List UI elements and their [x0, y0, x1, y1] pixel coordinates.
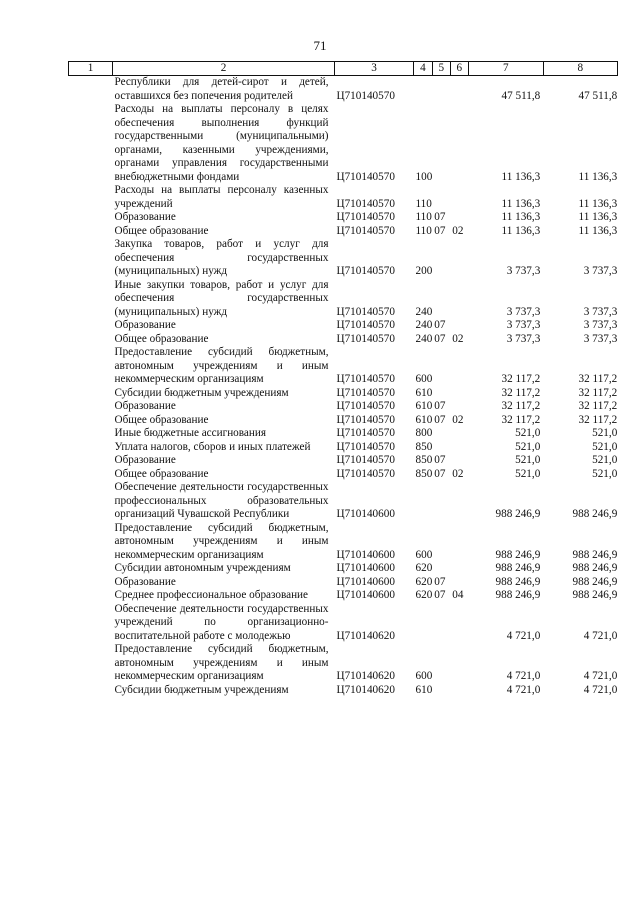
header-col-7: 7 — [468, 62, 543, 76]
table-row — [69, 684, 618, 698]
row-blank-cell — [69, 684, 113, 698]
row-target-article: Ц710140570 — [336, 467, 395, 480]
row-amount-1: 988 246,9 — [495, 562, 541, 574]
header-col-1: 1 — [69, 62, 113, 76]
row-amount-1: 521,0 — [515, 440, 541, 453]
row-amount-1: 3 737,3 — [506, 332, 541, 345]
row-blank-cell — [69, 441, 113, 455]
row-expense-type: 610 — [415, 386, 433, 399]
row-subsection — [450, 76, 468, 104]
table-row — [69, 454, 618, 468]
table-row — [69, 522, 618, 563]
row-section — [432, 76, 450, 104]
row-amount-2: 521,0 — [592, 440, 618, 453]
row-amount-2: 3 737,3 — [583, 319, 618, 331]
table-row — [69, 333, 618, 347]
row-amount-2: 32 117,2 — [578, 413, 618, 426]
row-section — [432, 603, 450, 644]
row-subsection — [450, 522, 468, 563]
row-subsection — [450, 387, 468, 401]
row-amount-2: 32 117,2 — [578, 400, 618, 412]
row-blank-cell — [69, 468, 113, 482]
row-subsection: 02 — [452, 413, 464, 426]
row-target-article: Ц710140570 — [336, 89, 395, 102]
table-row — [69, 576, 618, 590]
row-section — [432, 238, 450, 279]
row-name: Среднее профессиональное образование — [114, 589, 309, 601]
row-amount-1: 4 721,0 — [506, 670, 541, 682]
row-amount-1: 11 136,3 — [501, 224, 541, 237]
row-amount-1: 47 511,8 — [501, 89, 541, 102]
row-section — [432, 643, 450, 684]
row-section — [432, 522, 450, 563]
table-row — [69, 481, 618, 522]
table-row — [69, 346, 618, 387]
row-blank-cell — [69, 103, 113, 184]
row-amount-2: 3 737,3 — [583, 265, 618, 277]
row-target-article: Ц710140620 — [336, 670, 395, 682]
row-amount-2: 988 246,9 — [572, 589, 618, 601]
row-blank-cell — [69, 603, 113, 644]
row-subsection — [450, 454, 468, 468]
table-row — [69, 225, 618, 239]
row-name: Предоставление субсидий бюджетным, автономным учреждениям и иным некоммерческим организациям — [114, 521, 329, 561]
row-subsection — [450, 576, 468, 590]
row-expense-type: 620 — [415, 589, 433, 601]
row-name: Общее образование — [114, 224, 209, 237]
row-target-article: Ц710140570 — [336, 427, 395, 439]
row-section: 07 — [434, 454, 446, 466]
row-target-article: Ц710140570 — [336, 265, 395, 277]
row-name: Уплата налогов, сборов и иных платежей — [114, 440, 311, 453]
row-expense-type: 850 — [415, 467, 433, 480]
row-blank-cell — [69, 522, 113, 563]
row-subsection — [450, 319, 468, 333]
row-target-article: Ц710140600 — [336, 575, 395, 588]
row-subsection — [450, 562, 468, 576]
row-blank-cell — [69, 400, 113, 414]
row-name: Предоставление субсидий бюджетным, автономным учреждениям и иным некоммерческим организациям — [114, 643, 329, 682]
row-subsection: 02 — [452, 332, 464, 345]
row-name: Субсидии автономным учреждениям — [114, 562, 291, 574]
row-target-article: Ц710140570 — [336, 440, 395, 453]
row-subsection — [450, 481, 468, 522]
row-expense-type: 610 — [415, 400, 433, 412]
table-row — [69, 468, 618, 482]
row-amount-1: 4 721,0 — [506, 683, 541, 696]
row-amount-1: 32 117,2 — [501, 413, 541, 426]
row-amount-1: 3 737,3 — [506, 319, 541, 331]
row-expense-type: 850 — [415, 454, 433, 466]
row-name: Обеспечение деятельности государственных профессиональных образовательных организаций Чувашской Республики — [114, 481, 329, 520]
table-row — [69, 387, 618, 401]
row-section: 07 — [434, 575, 446, 588]
row-name: Иные бюджетные ассигнования — [114, 427, 266, 439]
header-col-4: 4 — [414, 62, 433, 76]
row-section — [432, 481, 450, 522]
row-section — [432, 387, 450, 401]
table-row — [69, 441, 618, 455]
table-row — [69, 427, 618, 441]
row-blank-cell — [69, 225, 113, 239]
row-blank-cell — [69, 414, 113, 428]
row-amount-2: 521,0 — [592, 427, 618, 439]
row-name: Предоставление субсидий бюджетным, автономным учреждениям и иным некоммерческим организациям — [114, 346, 329, 385]
row-blank-cell — [69, 576, 113, 590]
row-target-article: Ц710140570 — [336, 211, 395, 223]
header-col-8: 8 — [543, 62, 617, 76]
row-name: Общее образование — [114, 413, 209, 426]
row-expense-type: 610 — [415, 683, 433, 696]
row-subsection — [450, 184, 468, 211]
row-subsection — [450, 684, 468, 698]
row-target-article: Ц710140570 — [336, 224, 395, 237]
row-subsection — [450, 211, 468, 225]
row-amount-1: 11 136,3 — [501, 211, 541, 223]
row-section: 07 — [434, 332, 446, 345]
row-amount-2: 521,0 — [592, 467, 618, 480]
row-section: 07 — [434, 400, 446, 412]
row-name: Республики для детей-сирот и детей, оставшихся без попечения родителей — [114, 76, 329, 102]
row-blank-cell — [69, 333, 113, 347]
row-target-article: Ц710140570 — [336, 373, 395, 385]
row-target-article: Ц710140600 — [336, 589, 395, 601]
row-amount-1: 32 117,2 — [501, 373, 541, 385]
row-section — [432, 184, 450, 211]
row-amount-2: 3 737,3 — [583, 332, 618, 345]
row-amount-1: 521,0 — [515, 427, 541, 439]
row-name: Образование — [114, 211, 176, 223]
row-subsection — [450, 441, 468, 455]
row-subsection — [450, 427, 468, 441]
row-target-article: Ц710140600 — [336, 562, 395, 574]
row-subsection — [450, 346, 468, 387]
row-expense-type: 240 — [415, 305, 433, 318]
page-number: 71 — [313, 38, 327, 53]
row-section — [432, 684, 450, 698]
header-col-6: 6 — [450, 62, 468, 76]
row-subsection: 04 — [452, 589, 464, 601]
row-target-article: Ц710140570 — [336, 454, 395, 466]
row-amount-1: 988 246,9 — [495, 575, 541, 588]
row-name: Образование — [114, 575, 176, 588]
row-expense-type — [414, 76, 433, 104]
row-name: Образование — [114, 454, 176, 466]
row-amount-2: 11 136,3 — [578, 224, 618, 237]
row-section: 07 — [434, 467, 446, 480]
row-target-article: Ц710140600 — [336, 508, 395, 520]
row-blank-cell — [69, 387, 113, 401]
row-blank-cell — [69, 211, 113, 225]
row-amount-1: 988 246,9 — [495, 589, 541, 601]
header-row — [69, 62, 618, 76]
row-expense-type — [414, 603, 433, 644]
table-row — [69, 562, 618, 576]
row-expense-type — [414, 481, 433, 522]
row-expense-type: 110 — [415, 211, 432, 223]
row-section — [432, 441, 450, 455]
row-amount-2: 4 721,0 — [583, 670, 618, 682]
row-target-article: Ц710140570 — [336, 386, 395, 399]
row-amount-1: 521,0 — [515, 454, 541, 466]
row-subsection — [450, 603, 468, 644]
row-expense-type: 620 — [415, 575, 433, 588]
row-amount-2: 988 246,9 — [572, 548, 618, 561]
row-amount-2: 11 136,3 — [578, 170, 618, 183]
row-name: Образование — [114, 400, 176, 412]
row-name: Расходы на выплаты персоналу в целях обеспечения выполнения функций государственными (муниципальными) органами, казенными учреждениями, органами управления государственными внебюджетными фондами — [114, 103, 329, 183]
row-blank-cell — [69, 346, 113, 387]
row-expense-type: 240 — [415, 332, 433, 345]
row-blank-cell — [69, 562, 113, 576]
row-target-article: Ц710140570 — [336, 170, 395, 183]
row-blank-cell — [69, 454, 113, 468]
row-blank-cell — [69, 643, 113, 684]
row-name: Субсидии бюджетным учреждениям — [114, 386, 289, 399]
row-amount-1: 32 117,2 — [501, 386, 541, 399]
row-subsection — [450, 643, 468, 684]
row-section — [432, 562, 450, 576]
row-name: Субсидии бюджетным учреждениям — [114, 683, 289, 696]
row-subsection — [450, 103, 468, 184]
row-blank-cell — [69, 238, 113, 279]
row-target-article: Ц710140570 — [336, 305, 395, 318]
row-amount-2: 988 246,9 — [572, 575, 618, 588]
table-row — [69, 589, 618, 603]
table-row — [69, 603, 618, 644]
row-expense-type: 600 — [415, 373, 433, 385]
row-subsection: 02 — [452, 467, 464, 480]
row-expense-type: 110 — [415, 197, 432, 210]
row-name: Общее образование — [114, 332, 209, 345]
row-section: 07 — [434, 211, 446, 223]
row-expense-type: 620 — [415, 562, 433, 574]
row-target-article: Ц710140600 — [336, 548, 395, 561]
row-subsection: 02 — [452, 224, 464, 237]
row-name: Обеспечение деятельности государственных учреждений по организационно-воспитательной работе с молодежью — [114, 602, 329, 642]
row-amount-2: 47 511,8 — [578, 89, 618, 102]
row-amount-2: 521,0 — [592, 454, 618, 466]
row-target-article: Ц710140570 — [336, 319, 395, 331]
row-blank-cell — [69, 184, 113, 211]
table-row — [69, 184, 618, 211]
row-section — [432, 427, 450, 441]
row-target-article: Ц710140570 — [336, 332, 395, 345]
row-target-article: Ц710140570 — [336, 197, 395, 210]
row-subsection — [450, 279, 468, 320]
row-section: 07 — [434, 224, 446, 237]
table-row — [69, 211, 618, 225]
row-amount-1: 32 117,2 — [501, 400, 541, 412]
row-amount-1: 11 136,3 — [501, 170, 541, 183]
row-expense-type: 610 — [415, 413, 433, 426]
table-row — [69, 643, 618, 684]
row-expense-type: 240 — [415, 319, 433, 331]
row-amount-2: 32 117,2 — [578, 386, 618, 399]
row-name: Образование — [114, 319, 176, 331]
row-amount-2: 988 246,9 — [572, 562, 618, 574]
row-section: 07 — [434, 413, 446, 426]
row-section — [432, 103, 450, 184]
row-target-article: Ц710140570 — [336, 400, 395, 412]
table-row — [69, 319, 618, 333]
row-expense-type: 110 — [415, 224, 432, 237]
row-amount-2: 32 117,2 — [578, 373, 618, 385]
table-row — [69, 279, 618, 320]
row-amount-1: 11 136,3 — [501, 197, 541, 210]
table-row — [69, 103, 618, 184]
row-amount-1: 988 246,9 — [495, 508, 541, 520]
row-amount-2: 4 721,0 — [583, 629, 618, 642]
row-amount-1: 4 721,0 — [506, 629, 541, 642]
row-amount-1: 988 246,9 — [495, 548, 541, 561]
row-section — [432, 279, 450, 320]
row-amount-2: 4 721,0 — [583, 683, 618, 696]
row-amount-2: 11 136,3 — [578, 197, 618, 210]
row-blank-cell — [69, 427, 113, 441]
table-row — [69, 414, 618, 428]
row-subsection — [450, 238, 468, 279]
row-expense-type: 850 — [415, 440, 433, 453]
table-row — [69, 76, 618, 104]
budget-table — [68, 61, 618, 697]
row-section: 07 — [434, 589, 446, 601]
header-col-3: 3 — [335, 62, 414, 76]
row-blank-cell — [69, 76, 113, 104]
header-col-5: 5 — [432, 62, 450, 76]
header-col-2: 2 — [113, 62, 335, 76]
row-target-article: Ц710140570 — [336, 413, 395, 426]
row-amount-2: 988 246,9 — [572, 508, 618, 520]
row-blank-cell — [69, 279, 113, 320]
row-target-article: Ц710140620 — [336, 629, 395, 642]
row-name: Закупка товаров, работ и услуг для обеспечения государственных (муниципальных) нужд — [114, 238, 329, 277]
row-name: Иные закупки товаров, работ и услуг для обеспечения государственных (муниципальных) нужд — [114, 278, 329, 318]
row-amount-1: 3 737,3 — [506, 265, 541, 277]
row-expense-type: 800 — [415, 427, 433, 439]
row-amount-2: 3 737,3 — [583, 305, 618, 318]
row-amount-1: 521,0 — [515, 467, 541, 480]
table-row — [69, 238, 618, 279]
row-name: Общее образование — [114, 467, 209, 480]
row-blank-cell — [69, 319, 113, 333]
row-name: Расходы на выплаты персоналу казенных учреждений — [114, 184, 329, 210]
table-row — [69, 400, 618, 414]
row-expense-type: 200 — [415, 265, 433, 277]
row-section: 07 — [434, 319, 446, 331]
row-blank-cell — [69, 589, 113, 603]
row-amount-1: 3 737,3 — [506, 305, 541, 318]
row-section — [432, 346, 450, 387]
row-amount-2: 11 136,3 — [578, 211, 618, 223]
row-expense-type: 100 — [415, 170, 433, 183]
row-expense-type: 600 — [415, 670, 433, 682]
row-blank-cell — [69, 481, 113, 522]
row-subsection — [450, 400, 468, 414]
row-target-article: Ц710140620 — [336, 683, 395, 696]
row-expense-type: 600 — [415, 548, 433, 561]
